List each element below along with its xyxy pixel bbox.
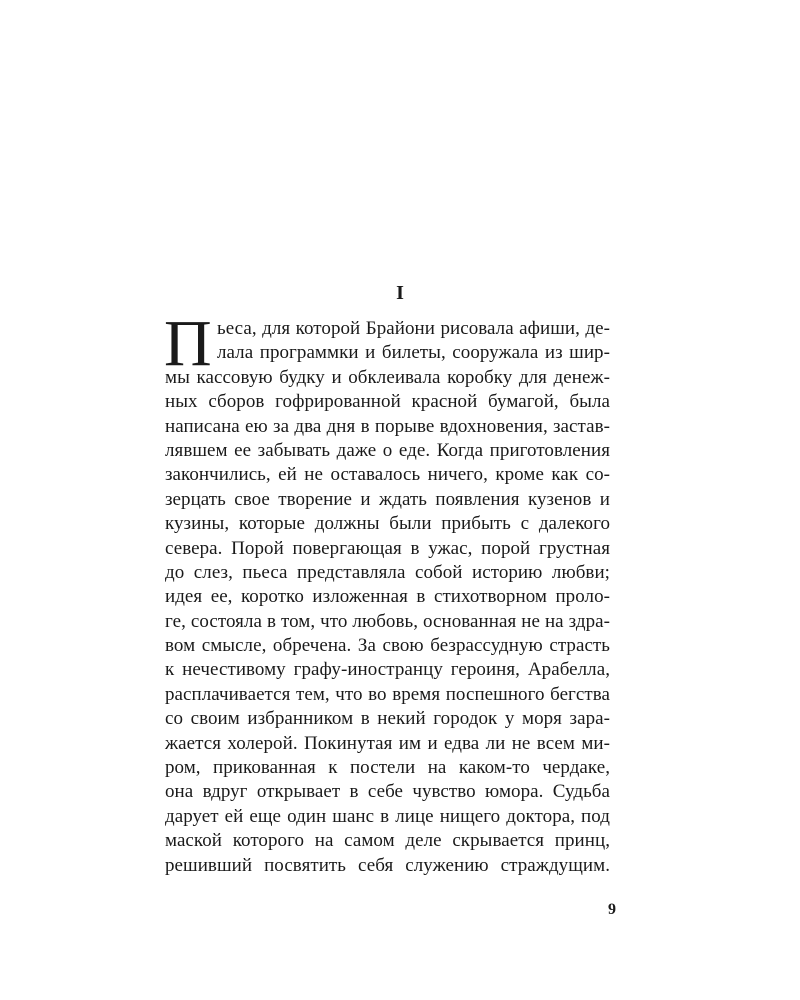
text-line-18: жается холерой. Покинутая им и едва ли не всем ми-	[165, 732, 610, 754]
text-line-1: ьеса, для которой Брайони рисовала афиши, де-	[217, 318, 610, 339]
body-text	[164, 307, 610, 878]
text-line-14: вом смысле, обречена. За свою безрассудную страсть	[165, 635, 610, 657]
text-line-22: маской которого на самом деле скрывается принц,	[165, 830, 610, 852]
text-line-16: расплачивается тем, что во время поспешного бегства	[165, 683, 610, 705]
text-line-19: ром, прикованная к постели на каком-то чердаке,	[165, 757, 610, 779]
text-line-15: к нечестивому графу-иностранцу героиня, Арабелла,	[165, 659, 610, 681]
text-line-2: лала программки и билеты, сооружала из шир-	[217, 342, 610, 364]
text-line-5: написана ею за два дня в порыве вдохновения, застав-	[165, 415, 610, 437]
text-line-3: мы кассовую будку и обклеивала коробку для денеж-	[165, 366, 610, 388]
text-line-8: зерцать свое творение и ждать появления кузенов и	[165, 488, 610, 510]
text-line-10: севера. Порой повергающая в ужас, порой грустная	[165, 537, 610, 559]
text-line-20: она вдруг открывает в себе чувство юмора. Судьба	[165, 781, 610, 803]
text-line-13: ге, состояла в том, что любовь, основанная не на здра-	[165, 610, 610, 632]
text-line-9: кузины, которые должны были прибыть с далекого	[165, 513, 610, 535]
text-line-12: идея ее, коротко изложенная в стихотворном проло-	[165, 586, 610, 608]
text-line-23: решивший посвятить себя служению страждущим.	[165, 854, 610, 876]
text-line-7: закончились, ей не оставалось ничего, кроме как со-	[165, 464, 610, 486]
text-line-4: ных сборов гофрированной красной бумагой, была	[165, 391, 610, 413]
page-number: 9	[608, 901, 616, 918]
chapter-number: I	[396, 282, 404, 304]
text-line-11: до слез, пьеса представляла собой историю любви;	[165, 561, 610, 583]
text-line-17: со своим избранником в некий городок у моря зара-	[165, 708, 610, 730]
text-line-6: лявшем ее забывать даже о еде. Когда приготовления	[165, 439, 610, 461]
drop-cap-letter: П	[164, 307, 212, 380]
text-line-21: дарует ей еще один шанс в лице нищего доктора, под	[165, 805, 610, 827]
